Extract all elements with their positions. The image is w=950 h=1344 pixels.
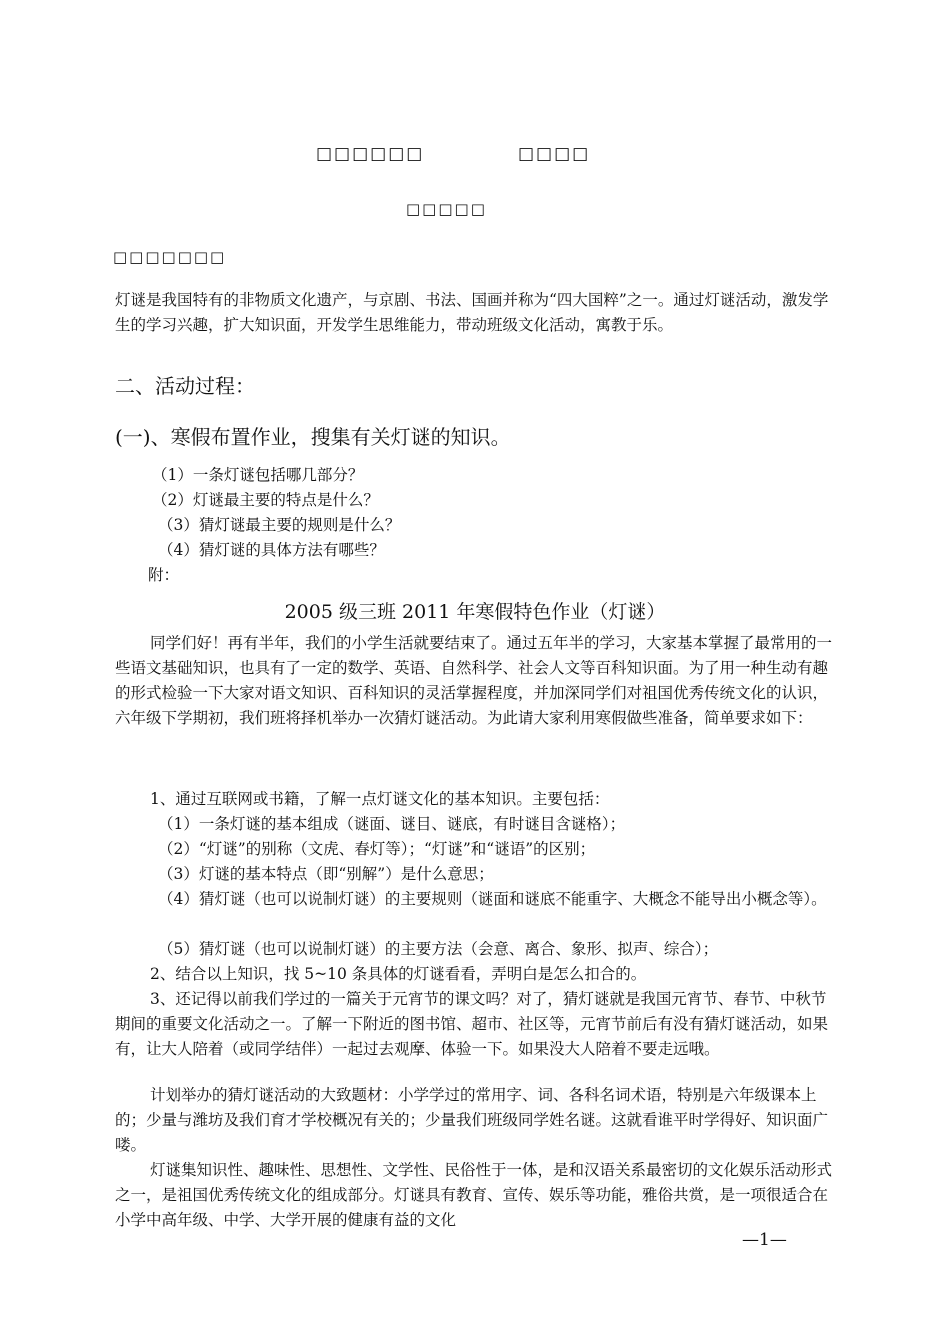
paragraph-item: （2）“灯谜”的别称（文虎、春灯等）；“灯谜”和“谜语”的区别； (158, 840, 596, 858)
paragraph-item: （3）灯谜的基本特点（即“别解”）是什么意思； (158, 865, 494, 883)
paragraph-greeting: 同学们好！再有半年，我们的小学生活就要结束了。通过五年半的学习，大家基本掌握了最常用的一些语文基础知识，也具有了一定的数学、英语、自然科学、社会人文等百科知识面。为了用一种生动有趣的形式检验一下大家对语文知识、百科知识的灵活掌握程度，并加深同学们对祖国优秀传统文化的认识，六年级下学期初，我们班将择机举办一次猜灯谜活动。为此请大家利用寒假做些准备，简单要求如下： (115, 634, 833, 727)
paragraph-item: （5）猜灯谜（也可以说制灯谜）的主要方法（会意、离合、象形、拟声、综合）； (158, 940, 719, 958)
question-item: （2）灯谜最主要的特点是什么？ (152, 491, 379, 509)
question-item: （3）猜灯谜最主要的规则是什么？ (158, 516, 401, 534)
paragraph-item: （1）一条灯谜的基本组成（谜面、谜目、谜底，有时谜目含谜格）； (158, 815, 626, 833)
section1-heading: □□□□□□□ (113, 248, 227, 266)
subtitle: □□□□□ (406, 200, 487, 218)
paragraph-item: 3、还记得以前我们学过的一篇关于元宵节的课文吗？对了，猜灯谜就是我国元宵节、春节、中秋节期间的重要文化活动之一。了解一下附近的图书馆、超市、社区等，元宵节前后有没有猜灯谜活动，如果有，让大人陪着（或同学结伴）一起过去观摩、体验一下。如果没大人陪着不要走远哦。 (115, 990, 829, 1058)
title-part2: □□□□ (518, 144, 591, 164)
intro-paragraph: 灯谜是我国特有的非物质文化遗产，与京剧、书法、国画并称为“四大国粹”之一。通过灯谜活动，激发学生的学习兴趣，扩大知识面，开发学生思维能力，带动班级文化活动，寓教于乐。 (115, 291, 829, 334)
homework-title: 2005 级三班 2011 年寒假特色作业（灯谜） (284, 601, 666, 623)
question-item: （4）猜灯谜的具体方法有哪些？ (158, 541, 385, 559)
paragraph-item: 灯谜集知识性、趣味性、思想性、文学性、民俗性于一体，是和汉语关系最密切的文化娱乐活动形式之一，是祖国优秀传统文化的组成部分。灯谜具有教育、宣传、娱乐等功能，雅俗共赏，是一项很适合在小学中高年级、中学、大学开展的健康有益的文化 (115, 1161, 833, 1229)
paragraph-item: 2、结合以上知识，找 5~10 条具体的灯谜看看，弄明白是怎么扣合的。 (150, 965, 647, 983)
paragraph-item: （4）猜灯谜（也可以说制灯谜）的主要规则（谜面和谜底不能重字、大概念不能导出小概念等）。 (158, 890, 827, 908)
appendix-label: 附： (148, 566, 180, 584)
question-item: （1）一条灯谜包括哪几部分？ (152, 466, 364, 484)
section2-heading: 二、活动过程： (115, 374, 255, 398)
paragraph-item: 计划举办的猜灯谜活动的大致题材：小学学过的常用字、词、各科名词术语，特别是六年级课本上的；少量与潍坊及我们育才学校概况有关的；少量我们班级同学姓名谜。这就看谁平时学得好、知识面广喽。 (115, 1086, 829, 1154)
paragraph-item: 1、通过互联网或书籍，了解一点灯谜文化的基本知识。主要包括： (150, 790, 610, 808)
sub1-heading: (一)、寒假布置作业，搜集有关灯谜的知识。 (115, 425, 511, 449)
page-number: —1— (742, 1230, 787, 1250)
title-part1: □□□□□□ (316, 144, 425, 164)
